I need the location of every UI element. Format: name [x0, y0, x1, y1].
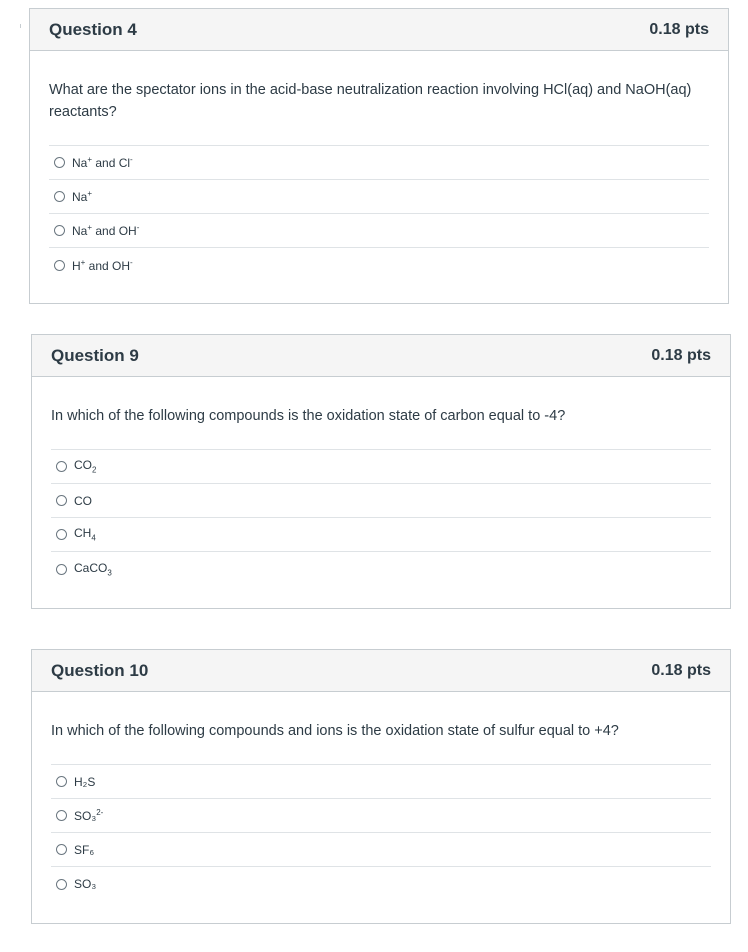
question-text: What are the spectator ions in the acid-base neutralization reaction involving HCl(aq) and NaOH(aq) reactants? — [49, 82, 692, 120]
answer-text-run: - — [130, 257, 133, 267]
radio-button-icon[interactable] — [56, 529, 67, 540]
answer-text-run: + — [87, 189, 93, 198]
answer-option[interactable] — [51, 484, 711, 518]
answer-text-run: 2- — [96, 808, 104, 817]
answer-label — [74, 561, 112, 577]
answer-label — [74, 843, 94, 857]
answer-label — [74, 808, 103, 823]
answer-text-run: CO — [74, 458, 92, 473]
radio-button-icon[interactable] — [54, 225, 65, 236]
question-points: 0.18 pts — [649, 20, 709, 38]
answer-option[interactable] — [51, 799, 711, 833]
answer-list — [51, 764, 711, 901]
answer-text-run: and Cl — [92, 156, 131, 170]
radio-button-icon[interactable] — [56, 495, 67, 506]
question-points: 0.18 pts — [651, 661, 711, 679]
answer-option[interactable] — [51, 833, 711, 867]
question-body — [32, 720, 730, 901]
answer-text-run: + — [80, 257, 86, 267]
answer-label — [72, 155, 133, 170]
answer-text-run: SF₆ — [74, 842, 95, 857]
question-text: In which of the following compounds and ions is the oxidation state of sulfur equal to +4? — [51, 723, 619, 739]
answer-text-run: Na — [72, 156, 88, 170]
answer-label — [74, 775, 95, 789]
answer-text-run: SO₃ — [74, 877, 97, 891]
question-title: Question 4 — [49, 19, 137, 39]
margin-mark — [20, 24, 21, 28]
radio-button-icon[interactable] — [56, 810, 67, 821]
answer-text-run: Na — [72, 224, 88, 238]
answer-text-run: H — [72, 258, 81, 273]
answer-text-run: - — [130, 155, 133, 164]
answer-label — [74, 458, 96, 474]
radio-button-icon[interactable] — [56, 564, 67, 575]
radio-button-icon[interactable] — [56, 776, 67, 787]
answer-option[interactable] — [51, 765, 711, 799]
answer-option[interactable] — [49, 180, 709, 214]
question-10-card — [31, 649, 731, 924]
answer-text-run: + — [87, 223, 93, 232]
question-points: 0.18 pts — [651, 346, 711, 364]
question-body — [32, 405, 730, 586]
radio-button-icon[interactable] — [54, 191, 65, 202]
answer-text-run: CH — [74, 526, 92, 541]
answer-text-run: CO — [74, 493, 92, 508]
answer-label — [74, 494, 92, 508]
answer-text-run: CaCO — [74, 560, 108, 575]
question-text: In which of the following compounds is the oxidation state of carbon equal to -4? — [51, 408, 566, 424]
answer-list — [49, 145, 709, 282]
question-title: Question 9 — [51, 345, 139, 365]
answer-option[interactable] — [49, 248, 709, 282]
answer-list — [51, 449, 711, 586]
answer-text-run: SO₃ — [74, 809, 97, 823]
answer-option[interactable] — [49, 214, 709, 248]
answer-text-run: and OH — [85, 258, 131, 273]
answer-option[interactable] — [51, 450, 711, 484]
answer-option[interactable] — [51, 552, 711, 586]
question-header — [30, 9, 728, 51]
answer-text-run: and OH — [92, 224, 137, 238]
answer-text-run: 2 — [92, 465, 97, 475]
answer-label — [72, 223, 139, 238]
answer-option[interactable] — [51, 518, 711, 552]
question-header — [32, 335, 730, 377]
question-9-card — [31, 334, 731, 609]
radio-button-icon[interactable] — [54, 157, 65, 168]
radio-button-icon[interactable] — [56, 844, 67, 855]
answer-text-run: Na — [72, 190, 88, 204]
answer-text-run: - — [136, 223, 140, 232]
radio-button-icon[interactable] — [56, 461, 67, 472]
answer-text-run: + — [87, 155, 93, 164]
answer-label — [74, 877, 96, 891]
question-title: Question 10 — [51, 660, 149, 680]
radio-button-icon[interactable] — [54, 260, 65, 271]
answer-text-run: 3 — [107, 568, 112, 578]
question-4-card — [29, 8, 729, 304]
question-header — [32, 650, 730, 692]
answer-option[interactable] — [51, 867, 711, 901]
question-body — [30, 79, 728, 282]
answer-label — [72, 189, 92, 204]
answer-text-run: 4 — [91, 533, 96, 543]
answer-option[interactable] — [49, 146, 709, 180]
answer-label — [74, 526, 96, 542]
answer-label — [72, 258, 133, 273]
radio-button-icon[interactable] — [56, 879, 67, 890]
answer-text-run: H₂S — [74, 774, 96, 789]
